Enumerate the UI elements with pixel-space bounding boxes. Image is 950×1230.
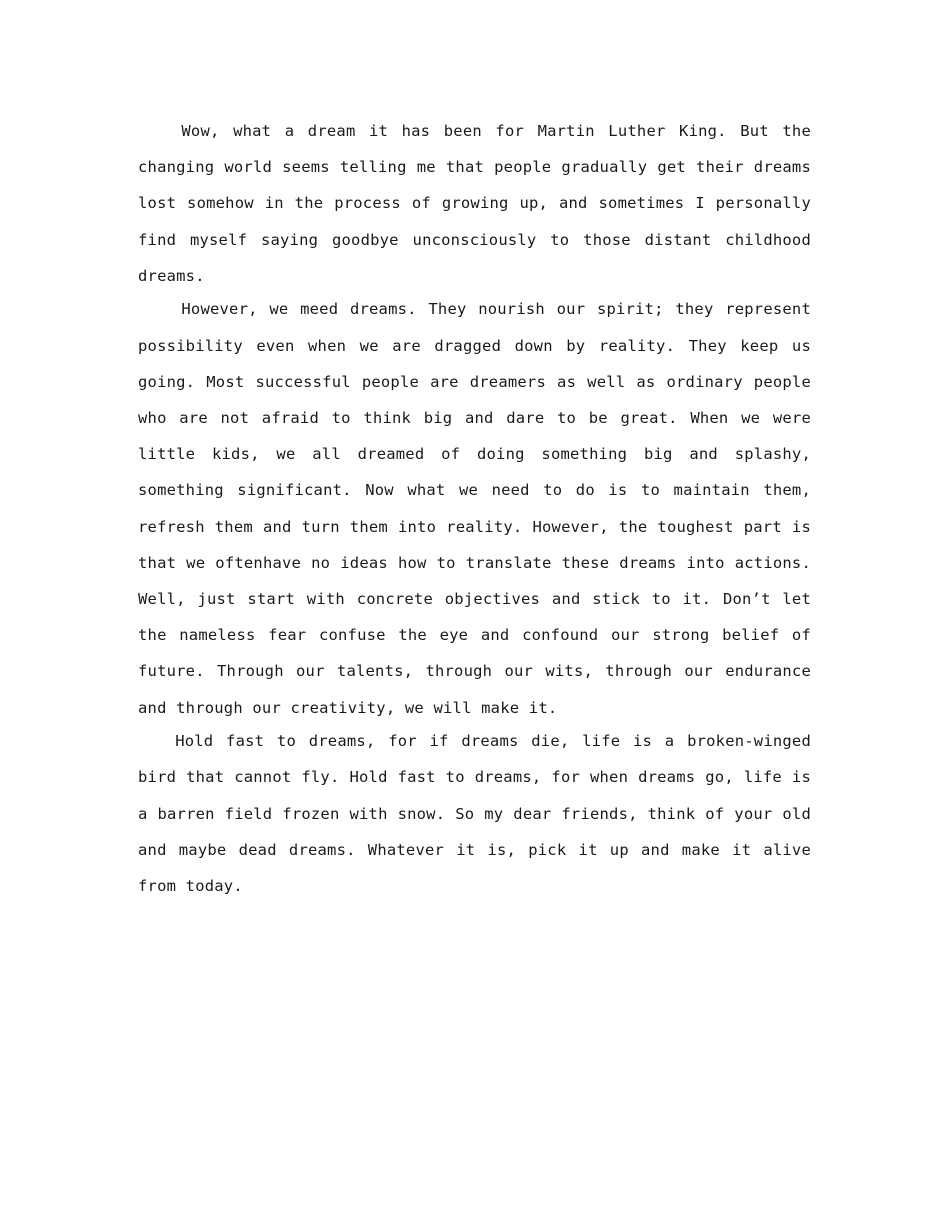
paragraph-1: Wow, what a dream it has been for Martin Luther King. But the changing world seems telling me that people gradually get their dreams lost somehow in the process of growing up, and sometimes I personally find myself saying goodbye unconsciously to those distant childhood dreams. xyxy=(138,122,811,285)
paragraph-3: Hold fast to dreams, for if dreams die, life is a broken-winged bird that cannot fly. Hold fast to dreams, for when dreams go, life is a barren field frozen with snow. So my dear friends, think of your old and maybe dead dreams. Whatever it is, pick it up and make it alive from today. xyxy=(138,732,811,896)
paragraph-2: However, we meed dreams. They nourish our spirit; they represent possibility even when we are dragged down by reality. They keep us going. Most successful people are dreamers as well as ordinary people who are not afraid to think big and dare to be great. When we were little kids, we all dreamed of doing something big and splashy, something significant. Now what we need to do is to maintain them, refresh them and turn them into reality. However, the toughest part is that we oftenhave no ideas how to translate these dreams into actions. Well, just start with concrete objectives and stick to it. Don’t let the nameless fear confuse the eye and confound our strong belief of future. Through our talents, through our wits, through our endurance and through our creativity, we will make it. xyxy=(138,300,811,717)
document-body xyxy=(138,113,811,902)
